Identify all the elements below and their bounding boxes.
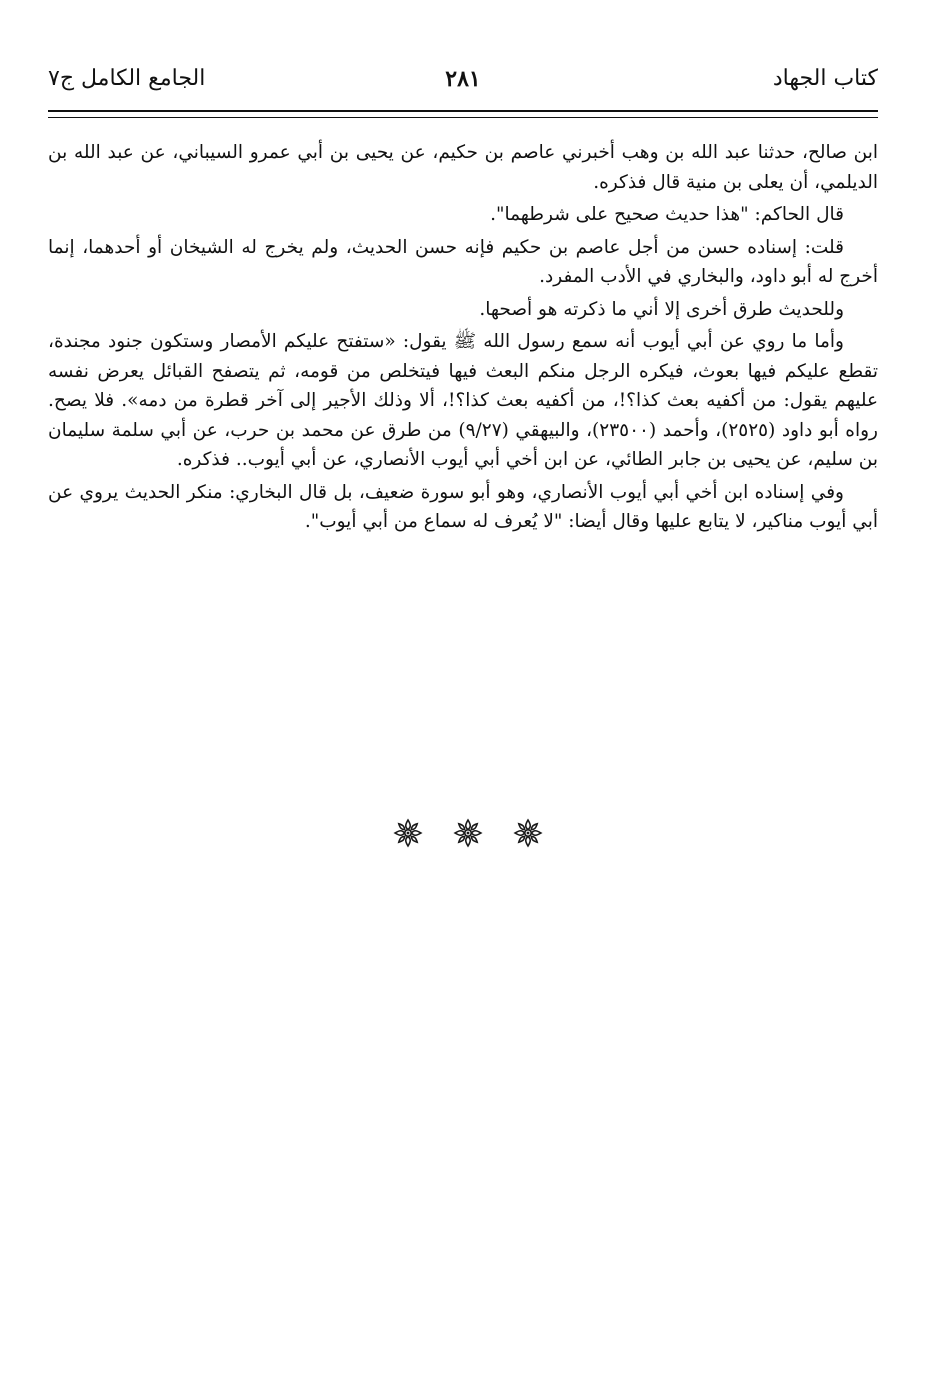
- page-body: [48, 138, 878, 540]
- chapter-title: كتاب الجهاد: [772, 66, 878, 91]
- floral-rosette-icon: [453, 818, 483, 848]
- paragraph-other-routes: وللحديث طرق أخرى إلا أني ما ذكرته هو أصحها.: [479, 298, 844, 320]
- paragraph-isnad-weakness: وفي إسناده ابن أخي أبي أيوب الأنصاري، وهو أبو سورة ضعيف، بل قال البخاري: منكر الحديث يروي عن أبي أيوب مناكير، لا يتابع عليها وقال أيضا: "لا يُعرف له سماع من أبي أيوب".: [48, 481, 878, 532]
- book-title: الجامع الكامل ج٧: [48, 66, 206, 91]
- paragraph-abu-ayyub-hadith: وأما ما روي عن أبي أيوب أنه سمع رسول الله ﷺ يقول: «ستفتح عليكم الأمصار وستكون جنود مجندة، تقطع عليكم فيها بعوث، فيكره الرجل منكم البعث فيها فيتخلص من قومه، ثم يتصفح القبائل يعرض نفسه عليهم يقول: من أكفيه بعث كذا؟!، من أكفيه بعث كذا؟!، ألا وذلك الأجير إلى آخر قطرة من دمه». فلا يصح. رواه أبو داود (٢٥٢٥)، وأحمد (٢٣٥٠٠)، والبيهقي (٩/٢٧) من طرق عن محمد بن حرب، عن أبي سلمة سليمان بن سليم، عن يحيى بن جابر الطائي، عن ابن أخي أبي أيوب الأنصاري، عن أبي أيوب.. فذكره.: [48, 331, 878, 470]
- paragraph-isnad-continuation: ابن صالح، حدثنا عبد الله بن وهب أخبرني عاصم بن حكيم، عن يحيى بن أبي عمرو السيباني، عن عبد الله بن الديلمي، أن يعلى بن منية قال فذكره.: [48, 142, 878, 193]
- section-end-ornaments: [0, 818, 936, 858]
- paragraph-hakim-verdict: قال الحاكم: "هذا حديث صحيح على شرطهما".: [490, 204, 844, 225]
- page-number: ٢٨١: [445, 66, 481, 92]
- floral-rosette-icon: [393, 818, 423, 848]
- floral-rosette-icon: [513, 818, 543, 848]
- paragraph-author-grading: قلت: إسناده حسن من أجل عاصم بن حكيم فإنه حسن الحديث، ولم يخرج له الشيخان أو أحدهما، إنما أخرج له أبو داود، والبخاري في الأدب المفرد.: [48, 236, 878, 287]
- running-header: [48, 66, 878, 106]
- header-divider: [48, 110, 878, 118]
